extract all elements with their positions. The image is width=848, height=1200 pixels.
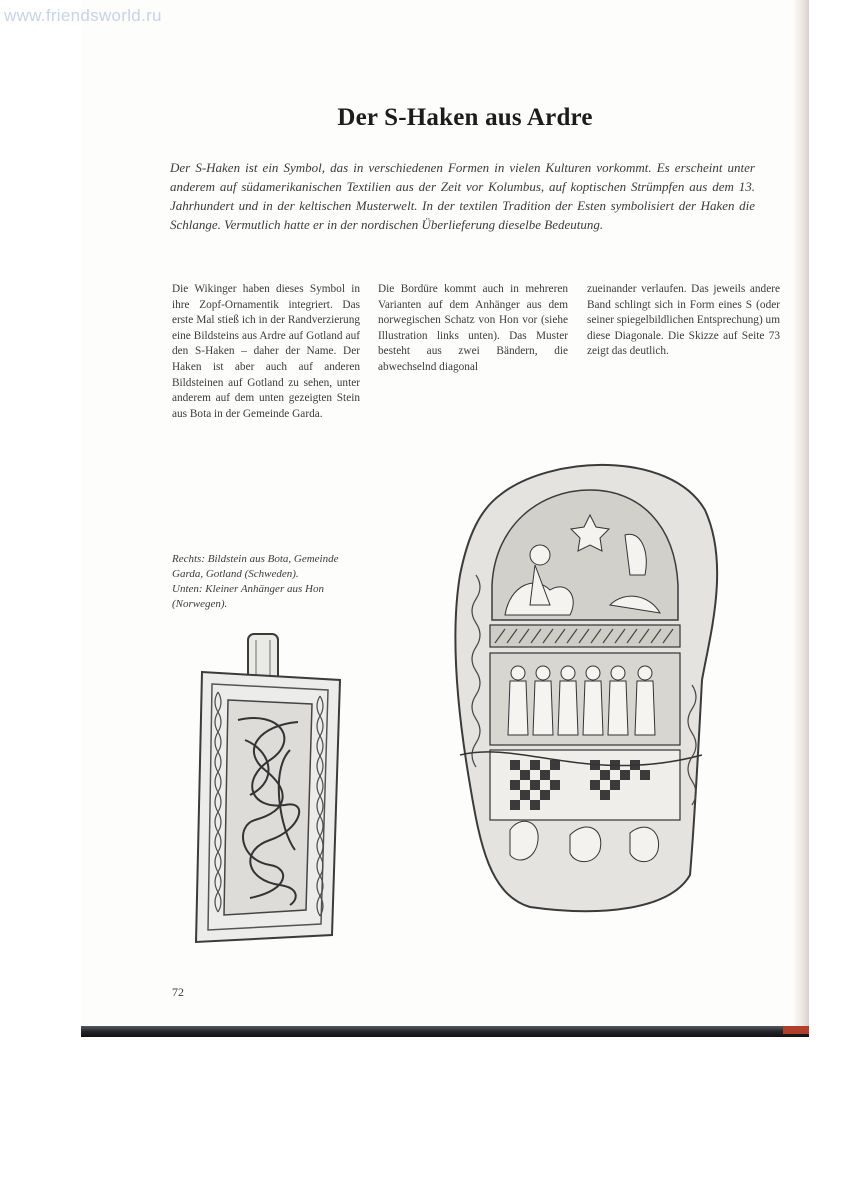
page-shadow [793, 0, 809, 1036]
bookmark-tag [783, 1026, 809, 1034]
caption-line-below: Unten: Kleiner Anhänger aus Hon (Norwegen). [172, 583, 324, 610]
page-title: Der S-Haken aus Ardre [337, 104, 593, 131]
page-bottom-edge [81, 1026, 809, 1037]
pendant-illustration [190, 630, 360, 945]
text-column-2: Die Bordüre kommt auch in mehreren Varianten auf dem Anhänger aus dem norwegischen Schatz von Hon vor (siehe Illustration links unten). Das Muster besteht aus zwei Bändern, die abwechselnd diagonal [378, 283, 568, 373]
caption-line-right: Rechts: Bildstein aus Bota, Gemeinde Garda, Gotland (Schweden). [172, 553, 339, 580]
picture-stone-illustration [440, 455, 740, 925]
text-column-1: Die Wikinger haben dieses Symbol in ihre Zopf-Ornamentik integriert. Das erste Mal stieß ich in der Randverzierung eine Bildsteins aus Ardre auf Gotland auf den S-Haken – daher der Name. Der Haken ist aber auch auf anderen Bildsteinen auf Gotland zu sehen, unter anderem auf dem unten gezeigten Stein aus Bota in der Gemeinde Garda. [172, 283, 360, 420]
page-number: 72 [172, 985, 184, 999]
figure-caption [172, 552, 372, 612]
intro-paragraph: Der S-Haken ist ein Symbol, das in verschiedenen Formen in vielen Kulturen vorkommt. Es erscheint unter anderem auf südamerikanischen Textilien aus der Zeit vor Kolumbus, auf koptischen Strümpfen aus dem 13. Jahrhundert und in der keltischen Musterwelt. In der textilen Tradition der Esten symbolisiert der Haken die Schlange. Vermutlich hatte er in der nordischen Überlieferung dieselbe Bedeutung. [170, 160, 755, 232]
watermark: www.friendsworld.ru [4, 6, 162, 25]
text-column-3: zueinander verlaufen. Das jeweils andere Band schlingt sich in Form eines S (oder seiner spiegelbildlichen Entsprechung) um diese Diagonale. Die Skizze auf Seite 73 zeigt das deutlich. [587, 283, 780, 358]
